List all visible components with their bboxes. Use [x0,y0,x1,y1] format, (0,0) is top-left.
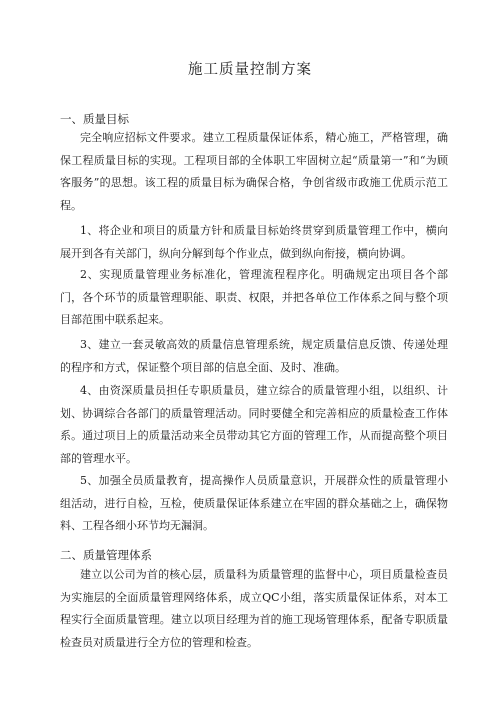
document-title: 施工质量控制方案 [188,62,312,78]
paragraph-quality-system: 建立以公司为首的核心层，质量科为质量管理的监督中心，项目质量检查员为实施层的全面质量管理网络体系，成立QC小组，落实质量保证体系，对本工程实行全面质量管理。建立以项目经理为首的施工现场管理体系，配备专职质量检查员对质量进行全方位的管理和检查。 [60,568,448,649]
section-heading-quality-system: 二、质量管理体系 [60,548,152,562]
paragraph-item-1: 1、将企业和项目的质量方针和质量目标始终贯穿到质量管理工作中，横向展开到各有关部门，纵向分解到每个作业点，做到纵向衔接，横向协调。 [60,224,448,260]
paragraph-item-3: 3、建立一套灵敏高效的质量信息管理系统，规定质量信息反馈、传递处理的程序和方式，保证整个项目部的信息全面、及时、准确。 [60,338,448,374]
paragraph-item-5: 5、加强全员质量教育，提高操作人员质量意识，开展群众性的质量管理小组活动，进行自检，互检，使质量保证体系建立在牢固的群众基础之上，确保物料、工程各细小环节均无漏洞。 [60,474,448,532]
paragraph-item-2: 2、实现质量管理业务标准化，管理流程程序化。明确规定出项目各个部门，各个环节的质量管理职能、职责、权限，并把各单位工作体系之间与整个项目部范围中联系起来。 [60,268,448,326]
section-heading-quality-goal: 一、质量目标 [60,112,129,126]
paragraph-item-4: 4、由资深质量员担任专职质量员，建立综合的质量管理小组，以组织、计划、协调综合各部门的质量管理活动。同时要健全和完善相应的质量检查工作体系。通过项目上的质量活动来全员带动其它方面的管理工作，从而提高整个项目部的管理水平。 [60,384,448,465]
paragraph-intro: 完全响应招标文件要求。建立工程质量保证体系，精心施工，严格管理，确保工程质量目标的实现。工程项目部的全体职工牢固树立起“质量第一”和“为顾客服务”的思想。该工程的质量目标为确保合格，争创省级市政施工优质示范工程。 [60,131,448,212]
